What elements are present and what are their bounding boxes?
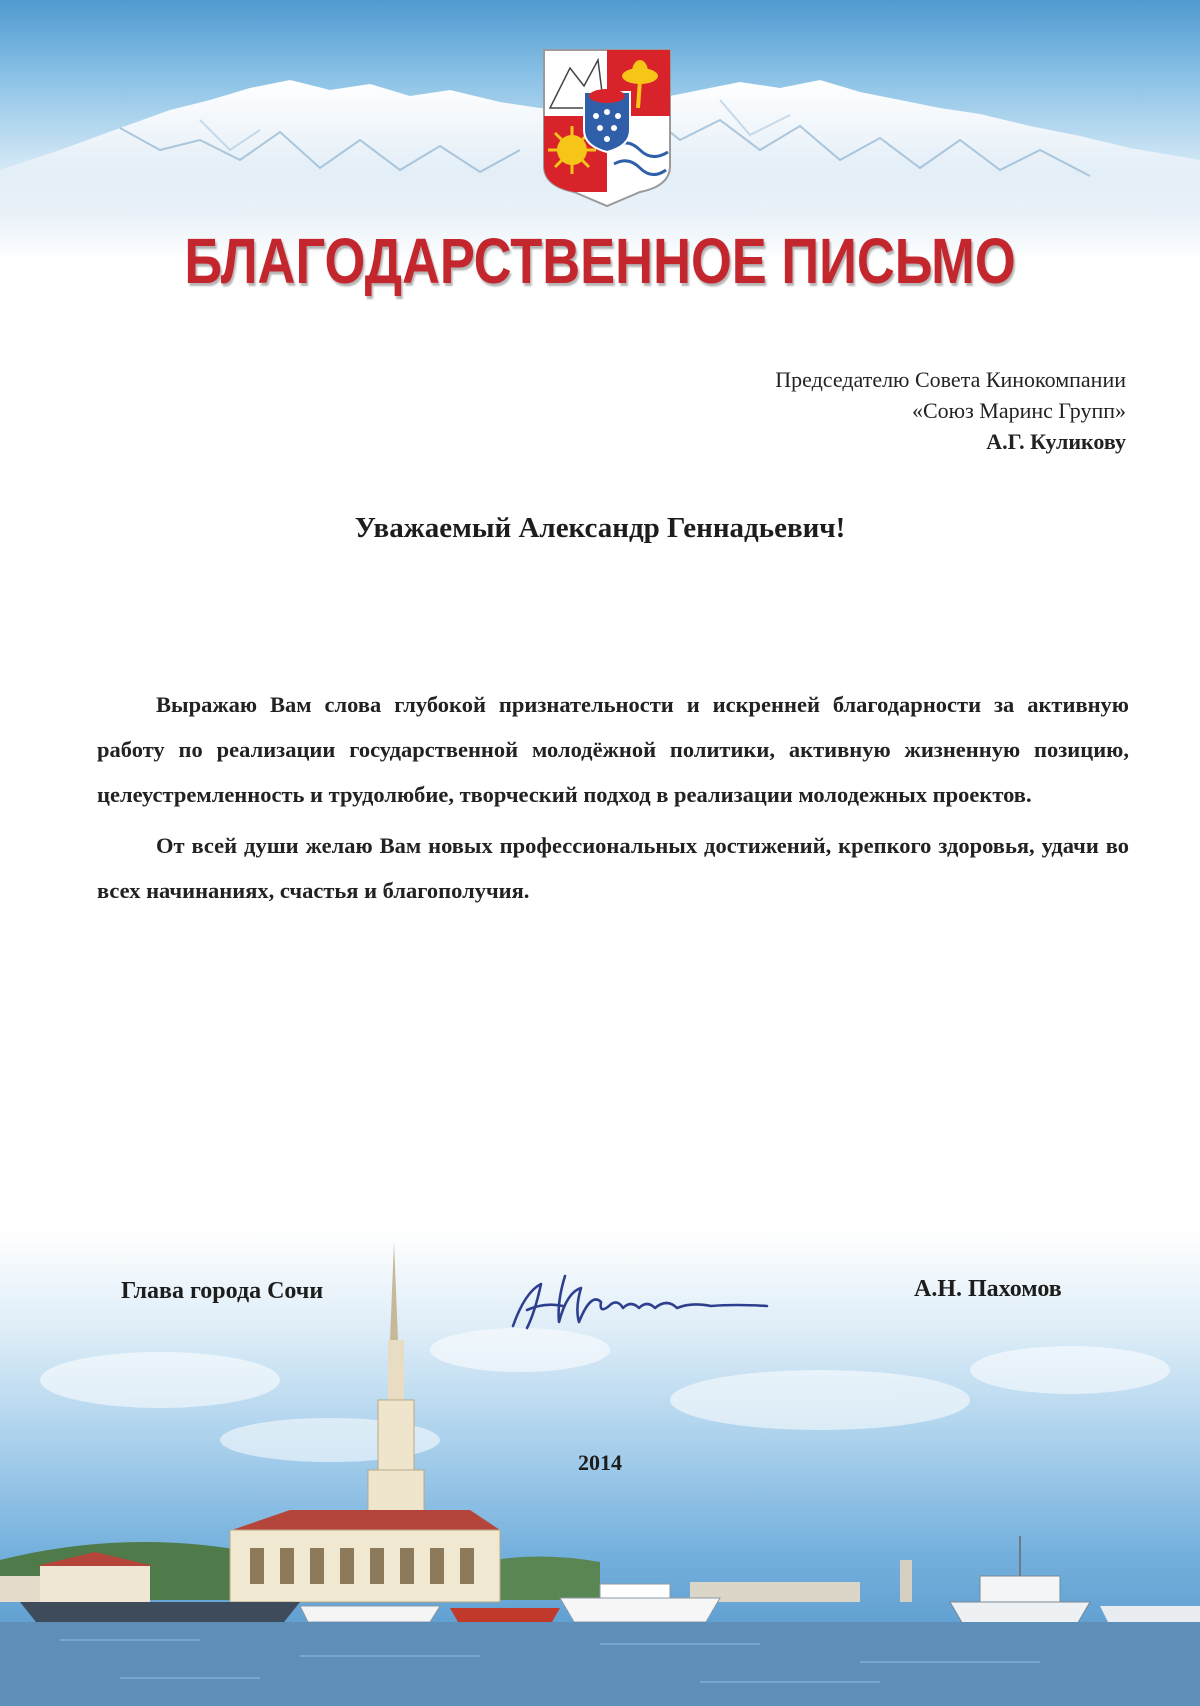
- addressee-position: Председателю Совета Кинокомпании: [775, 367, 1126, 392]
- letter-body: [97, 682, 1129, 919]
- addressee-company: «Союз Маринс Групп»: [911, 398, 1126, 423]
- signatory-name: А.Н. Пахомов: [914, 1276, 1062, 1302]
- salutation: Уважаемый Александр Геннадьевич!: [354, 512, 846, 544]
- addressee-block: [775, 364, 1126, 457]
- letter-year: 2014: [578, 1450, 622, 1475]
- body-paragraph-1: Выражаю Вам слова глубокой признательности и искренней благодарности за активную работу по реализации государственной молодёжной политики, активную жизненную позицию, целеустремленность и трудолюбие, творческий подход в реализации молодежных проектов.: [97, 692, 1129, 807]
- signatory-role: Глава города Сочи: [121, 1278, 324, 1304]
- signature-mark: [505, 1262, 795, 1342]
- letter-title: БЛАГОДАРСТВЕННОЕ ПИСЬМО: [184, 225, 1016, 297]
- addressee-name: А.Г. Куликову: [986, 429, 1126, 454]
- body-paragraph-2: От всей души желаю Вам новых профессиональных достижений, крепкого здоровья, удачи во всех начинаниях, счастья и благополучия.: [97, 833, 1129, 903]
- coat-of-arms-icon: [540, 46, 674, 210]
